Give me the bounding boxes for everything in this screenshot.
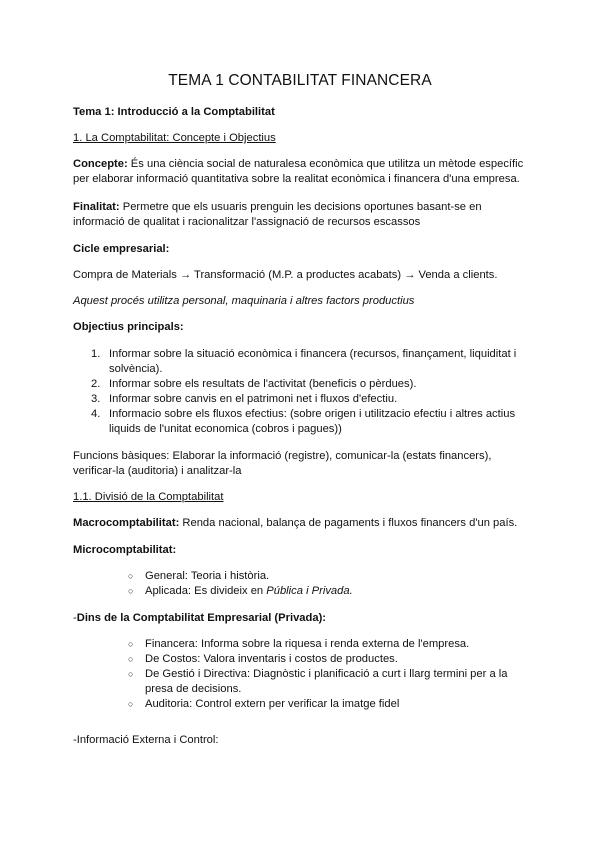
bullet-icon: ○ <box>128 654 134 664</box>
bullet-icon: ○ <box>128 669 134 679</box>
list-item: De Costos: Valora inventaris i costos de productes. <box>145 653 398 665</box>
cicle-text: Compra de Materials → Transformació (M.P. a productes acabats) → Venda a clients. <box>73 269 498 281</box>
finalitat-paragraph-line1: Finalitat: Permetre que els usuaris prenguin les decisions oportunes basant-se en <box>73 201 482 213</box>
list-number: 3. <box>91 393 101 405</box>
concepte-paragraph-line1: Concepte: És una ciència social de naturalesa econòmica que utilitza un mètode específic <box>73 158 524 170</box>
list-item: Informar sobre canvis en el patrimoni net i fluxos d'efectiu. <box>109 393 398 405</box>
dins-heading: -Dins de la Comptabilitat Empresarial (Privada): <box>73 612 327 624</box>
micro-heading: Microcomptabilitat: <box>73 544 177 556</box>
list-item: General: Teoria i història. <box>145 570 270 582</box>
objectius-heading: Objectius principals: <box>73 321 184 333</box>
list-item: Auditoria: Control extern per verificar la imatge fidel <box>145 698 400 710</box>
section-heading-1: 1. La Comptabilitat: Concepte i Objectius <box>73 132 276 144</box>
cicle-heading: Cicle empresarial: <box>73 243 170 255</box>
list-item-continuation: solvència). <box>109 363 163 375</box>
list-item-continuation: liquids de l'unitat economica (cobros i pagues)) <box>109 423 342 435</box>
funcions-line1: Funcions bàsiques: Elaborar la informació (registre), comunicar-la (estats financers), <box>73 450 492 462</box>
info-externa-heading: -Informació Externa i Control: <box>73 734 219 746</box>
bullet-icon: ○ <box>128 571 134 581</box>
tema-heading: Tema 1: Introducció a la Comptabilitat <box>73 106 275 118</box>
list-item: Aplicada: Es divideix en Pública i Privada. <box>145 585 353 597</box>
list-number: 1. <box>91 348 101 360</box>
list-item: Informar sobre els resultats de l'activitat (beneficis o pèrdues). <box>109 378 417 390</box>
list-number: 2. <box>91 378 101 390</box>
list-item-continuation: presa de decisions. <box>145 683 242 695</box>
bullet-icon: ○ <box>128 639 134 649</box>
funcions-line2: verificar-la (auditoria) i analitzar-la <box>73 465 242 477</box>
cicle-note: Aquest procés utilitza personal, maquinaria i altres factors productius <box>73 295 415 307</box>
document-title: TEMA 1 CONTABILITAT FINANCERA <box>168 72 432 89</box>
bullet-icon: ○ <box>128 586 134 596</box>
list-item: Informar sobre la situació econòmica i financera (recursos, finançament, liquiditat i <box>109 348 517 360</box>
list-item: Informacio sobre els fluxos efectius: (sobre origen i utilitzacio efectiu i altres actius <box>109 408 516 420</box>
list-item: Financera: Informa sobre la riquesa i renda externa de l'empresa. <box>145 638 470 650</box>
bullet-icon: ○ <box>128 699 134 709</box>
list-item: De Gestió i Directiva: Diagnòstic i planificació a curt i llarg termini per a la <box>145 668 508 680</box>
finalitat-paragraph-line2: informació de qualitat i racionalitzar l'assignació de recursos escassos <box>73 216 421 228</box>
concepte-paragraph-line2: per elaborar informació quantitativa sobre la realitat econòmica i financera d'una empresa. <box>73 173 520 185</box>
macro-paragraph: Macrocomptabilitat: Renda nacional, balança de pagaments i fluxos financers d'un país. <box>73 517 518 529</box>
section-heading-1-1: 1.1. Divisió de la Comptabilitat <box>73 491 224 503</box>
list-number: 4. <box>91 408 101 420</box>
